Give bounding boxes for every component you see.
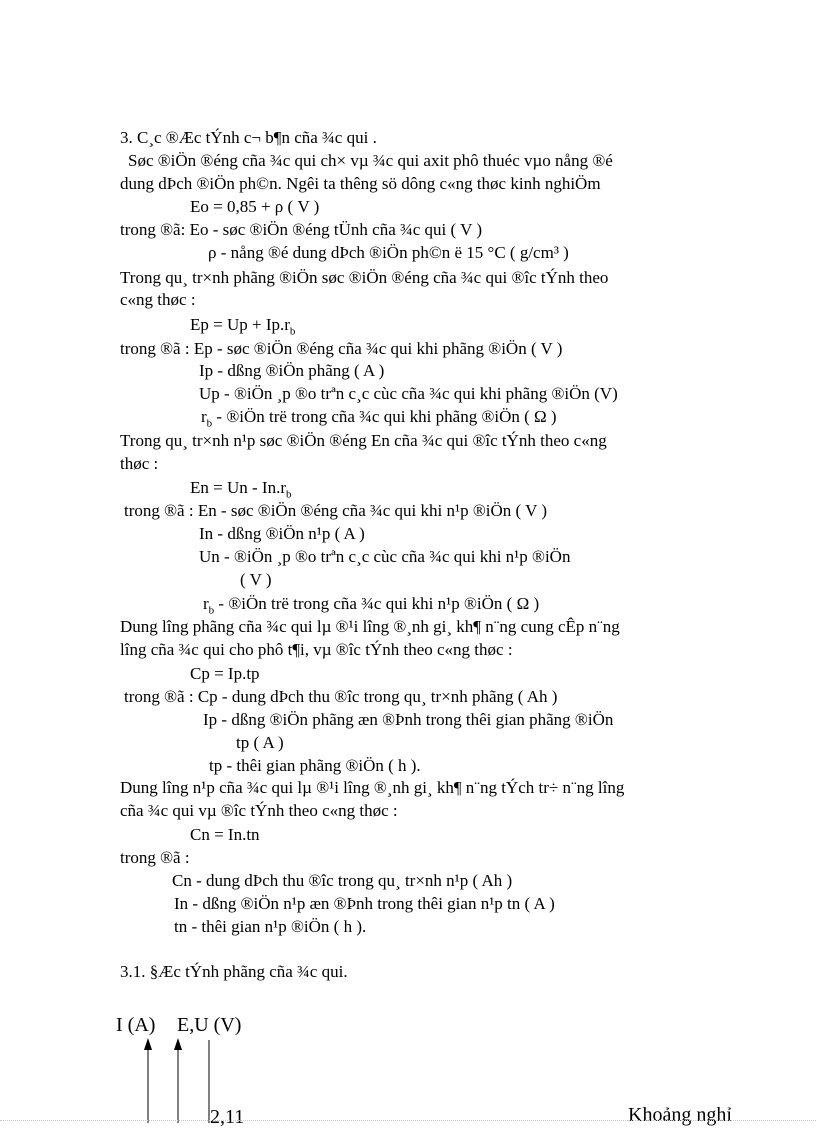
paragraph-line: Up - ®iÖn ¸p ®o trªn c¸c cùc cña ¾c qui khi phãng ®iÖn (V) [199,384,618,403]
paragraph-line: Ip - dßng ®iÖn phãng æn ®Þnh trong thêi gian phãng ®iÖn [203,710,614,729]
paragraph-line: Trong qu¸ tr×nh phãng ®iÖn søc ®iÖn ®éng cña ¾c qui ®îc tÝnh theo [120,268,609,287]
current-axis-label: I (A) [116,1014,156,1036]
voltage-axis-label: E,U (V) [177,1014,242,1036]
formula-cn: Cn = In.tn [190,825,260,844]
paragraph-line: trong ®ã: Eo - søc ®iÖn ®éng tÜnh cña ¾c qui ( V ) [120,220,482,239]
current-axis-arrow [144,1038,152,1050]
subscript: b [289,325,296,338]
paragraph-line: Søc ®iÖn ®éng cña ¾c qui ch× vµ ¾c qui axit phô thuéc vµo nång ®é [128,151,613,170]
rest-period-label: Khoảng nghỉ [628,1104,732,1126]
paragraph-line: trong ®ã : En - søc ®iÖn ®éng cña ¾c qui khi n¹p ®iÖn ( V ) [124,501,547,520]
paragraph-line: tp - thêi gian phãng ®iÖn ( h ). [209,756,421,775]
paragraph-line: cña ¾c qui vµ ®îc tÝnh theo c«ng thøc : [120,801,398,820]
tick-label: 2,11 [210,1106,245,1128]
paragraph-line: Ip - dßng ®iÖn phãng ( A ) [199,361,385,380]
paragraph-line: ( V ) [240,570,272,589]
paragraph-line: tn - thêi gian n¹p ®iÖn ( h ). [174,917,367,936]
page-bottom-border [0,1120,816,1121]
formula-eo: Eo = 0,85 + ρ ( V ) [190,197,320,216]
paragraph-line: Dung lîng phãng cña ¾c qui lµ ®¹i lîng ®¸nh gi¸ kh¶ n¨ng cung cÊp n¨ng [120,617,620,636]
paragraph-line: trong ®ã : Ep - søc ®iÖn ®éng cña ¾c qui khi phãng ®iÖn ( V ) [120,339,563,358]
resistance-description: - ®iÖn trë trong cña ¾c qui khi phãng ®iÖn ( Ω ) [212,407,557,426]
paragraph-line: In - dßng ®iÖn n¹p ( A ) [199,524,365,543]
section-title: 3. C¸c ®Æc tÝnh c¬ b¶n cña ¾c qui . [120,128,377,147]
formula-en-text: En = Un - In.r [190,478,286,497]
paragraph-line: dung dÞch ®iÖn ph©n. Ngêi ta thêng sö dông c«ng thøc kinh nghiÖm [120,174,601,193]
paragraph-line: In - dßng ®iÖn n¹p æn ®Þnh trong thêi gian n¹p tn ( A ) [174,894,555,913]
subscript: b [285,488,292,501]
paragraph-line: tp ( A ) [236,733,284,752]
paragraph-line: c«ng thøc : [120,290,196,309]
resistance-symbol: r [201,407,207,426]
subscript: b [206,417,213,430]
paragraph-line: Trong qu¸ tr×nh n¹p søc ®iÖn ®éng En cña ¾c qui ®îc tÝnh theo c«ng [120,431,607,450]
paragraph-line: thøc : [120,454,159,473]
resistance-symbol: r [203,594,209,613]
subscript: b [208,604,215,617]
paragraph-line: lîng cña ¾c qui cho phô t¶i, vµ ®îc tÝnh theo c«ng thøc : [120,640,513,659]
formula-cp: Cp = Ip.tp [190,664,260,683]
paragraph-line: Un - ®iÖn ¸p ®o trªn c¸c cùc cña ¾c qui khi n¹p ®iÖn [199,547,571,566]
paragraph-line: trong ®ã : [120,848,190,867]
formula-ep-text: Ep = Up + Ip.r [190,315,290,334]
paragraph-line: ρ - nång ®é dung dÞch ®iÖn ph©n ë 15 °C ( g/cm³ ) [208,243,569,262]
subsection-heading: 3.1. §Æc tÝnh phãng cña ¾c qui. [120,962,348,981]
paragraph-line: trong ®ã : Cp - dung dÞch thu ®îc trong qu¸ tr×nh phãng ( Ah ) [124,687,558,706]
paragraph-line: Dung lîng n¹p cña ¾c qui lµ ®¹i lîng ®¸nh gi¸ kh¶ n¨ng tÝch tr÷ n¨ng lîng [120,778,625,797]
paragraph-line: Cn - dung dÞch thu ®îc trong qu¸ tr×nh n¹p ( Ah ) [172,871,513,890]
voltage-axis-arrow [174,1038,182,1050]
resistance-description: - ®iÖn trë trong cña ¾c qui khi n¹p ®iÖn ( Ω ) [214,594,540,613]
